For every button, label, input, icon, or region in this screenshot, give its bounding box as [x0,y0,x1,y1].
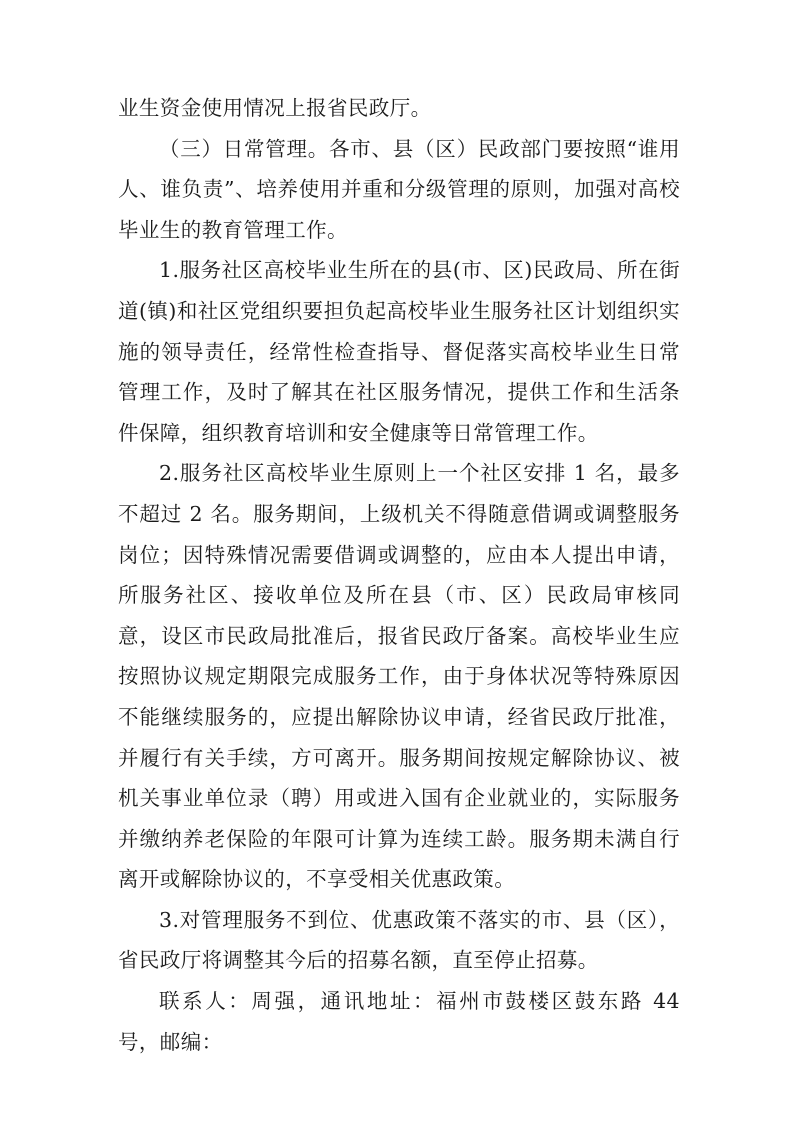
paragraph-item-1: 1.服务社区高校毕业生所在的县(市、区)民政局、所在街道(镇)和社区党组织要担负起高校毕业生服务社区计划组织实施的领导责任，经常性检查指导、督促落实高校毕业生日常管理工作，及时了解其在社区服务情况，提供工作和生活条件保障，组织教育培训和安全健康等日常管理工作。 [118,258,680,445]
paragraph-continuation: 业生资金使用情况上报省民政厅。 [118,96,432,120]
paragraph-item-3: 3.对管理服务不到位、优惠政策不落实的市、县（区），省民政厅将调整其今后的招募名额，直至停止招募。 [118,907,680,973]
paragraph-contact: 联系人：周强，通讯地址：福州市鼓楼区鼓东路 44 号，邮编： [118,989,680,1054]
paragraph-daily-management: （三）日常管理。各市、县（区）民政部门要按照“谁用人、谁负责”、培养使用并重和分级管理的原则，加强对高校毕业生的教育管理工作。 [118,136,680,242]
document-body [118,88,680,1062]
paragraph-item-2: 2.服务社区高校毕业生原则上一个社区安排 1 名，最多不超过 2 名。服务期间，上级机关不得随意借调或调整服务岗位；因特殊情况需要借调或调整的，应由本人提出申请，所服务社区、接收单位及所在县（市、区）民政局审核同意，设区市民政局批准后，报省民政厅备案。高校毕业生应按照协议规定期限完成服务工作，由于身体状况等特殊原因不能继续服务的，应提出解除协议申请，经省民政厅批准，并履行有关手续，方可离开。服务期间按规定解除协议、被机关事业单位录（聘）用或进入国有企业就业的，实际服务并缴纳养老保险的年限可计算为连续工龄。服务期未满自行离开或解除协议的，不享受相关优惠政策。 [118,461,680,892]
